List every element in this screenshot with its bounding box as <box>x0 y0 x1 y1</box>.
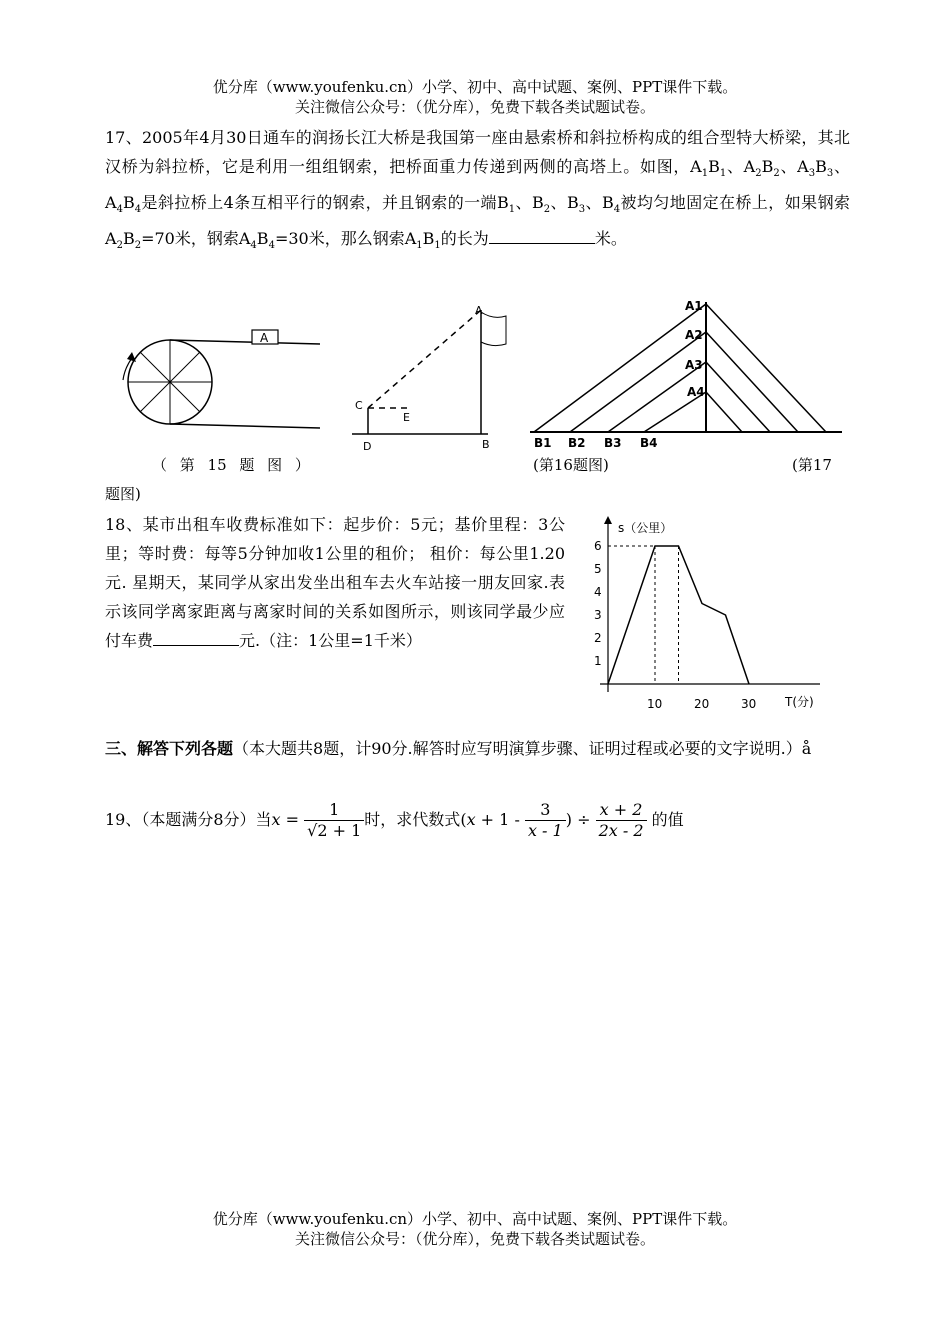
x-tick-label: 30 <box>741 697 757 711</box>
question-17: 17、2005年4月30日通车的润扬长江大桥是我国第一座由悬索桥和斜拉桥构成的组合型特大桥梁，其北汉桥为斜拉桥，它是利用一组组钢索，把桥面重力传递到两侧的高塔上。如图，$A_1B_1$、$A_2B_2$、$A_3B_3$、$A_4B_4$是斜拉桥上4条互相平行的钢索，并且钢索的一端$B_1$、$B_2$、$B_3$、$B_4$被均匀地固定在桥上，如果钢索$A_2B_2=70$米，钢索$A_4B_4=30$米，那么钢索$A_1B_1$的长为 米。 <box>105 128 850 252</box>
q19-mid: 时，求代数式 <box>364 810 461 829</box>
q17-answer-blank <box>489 225 595 244</box>
fig17-label-a2: A2 <box>685 328 703 342</box>
x-tick-label: 10 <box>647 697 663 711</box>
fig17-label-a1: A1 <box>685 299 703 313</box>
q17-text-2: 是斜拉桥上4条互相平行的钢索，并且钢索的一端 <box>141 193 497 213</box>
y-tick-label: 3 <box>594 608 602 622</box>
fig17-label-b1: B1 <box>534 436 552 450</box>
x-tick-label: 20 <box>694 697 710 711</box>
y-tick-label: 5 <box>594 562 602 576</box>
q17-text-6: 的长为 <box>440 229 489 249</box>
fig15-caption: （ 第 15 题 图 ） <box>152 456 310 474</box>
question-19: 19、（本题满分8分）当x = $\frac{1}{√2 + 1}$ 时，求代数式(x + 1 - $\frac{3}{x - 1}$ ) ÷ $\frac{x + 2}{2x - 2}$ 的值 <box>105 800 684 840</box>
fig16-label-a: A <box>475 304 483 317</box>
q17-text-4: =70米，钢索 <box>141 229 239 249</box>
q17-text-1: 17、2005年4月30日通车的润扬长江大桥是我国第一座由悬索桥和斜拉桥构成的组合型特大桥梁，其北汉桥为斜拉桥，它是利用一组组钢索，把桥面重力传递到两侧的高塔上。如图， <box>105 128 850 176</box>
section-3-title: 三、解答下列各题 <box>105 739 234 758</box>
q19-lead: 19、（本题满分8分）当 <box>105 810 272 829</box>
q19-x-fraction: $\frac{1}{√2 + 1}$ <box>304 800 364 841</box>
fig17-label-a3: A3 <box>685 358 703 372</box>
fig17-label-b4: B4 <box>640 436 658 450</box>
footer-line-1: 优分库（www.youfenku.cn）小学、初中、高中试题、案例、PPT课件下载。 <box>212 1210 738 1228</box>
fig17-label-a4: A4 <box>687 385 705 399</box>
q18-tail: 元.（注：1公里=1千米） <box>239 631 422 650</box>
fig15-label-a: A <box>260 331 269 345</box>
figure-16 <box>348 300 523 455</box>
q18-text: 18、某市出租车收费标准如下：起步价：5元；基价里程：3公里；等时费：每等5分钟加收1公里的租价； 租价：每公里1.20元. 星期天，某同学从家出发坐出租车去火车站接一朋友回家.表示该同学离家距离与离家时间的关系如图所示，则该同学最少应付车费 <box>105 515 565 650</box>
fig17-caption-part1: (第17 <box>792 456 832 474</box>
header-line-2: 关注微信公众号：（优分库），免费下载各类试题试卷。 <box>294 98 655 116</box>
y-axis-label: s（公里） <box>618 521 673 535</box>
y-tick-label: 2 <box>594 631 602 645</box>
q19-fraction-1: $\frac{3}{x - 1}$ <box>525 800 566 841</box>
y-axis-arrow <box>604 516 612 524</box>
section-3 <box>105 735 850 763</box>
figure-17 <box>530 292 845 452</box>
fig16-label-b: B <box>482 438 490 451</box>
q17-text-7: 米。 <box>594 229 627 249</box>
section-3-desc: （本大题共8题，计90分.解答时应写明演算步骤、证明过程或必要的文字说明.）å <box>233 739 812 758</box>
header-line-1: 优分库（www.youfenku.cn）小学、初中、高中试题、案例、PPT课件下载。 <box>212 78 738 96</box>
fig16-label-e: E <box>403 411 410 424</box>
y-tick-label: 1 <box>594 654 602 668</box>
fig17-label-b2: B2 <box>568 436 586 450</box>
question-18 <box>105 510 565 655</box>
footer-line-2: 关注微信公众号：（优分库），免费下载各类试题试卷。 <box>294 1230 655 1248</box>
y-tick-label: 4 <box>594 585 602 599</box>
fig16-label-d: D <box>363 440 372 453</box>
figure-15 <box>110 322 325 440</box>
fig16-label-c: C <box>355 399 363 412</box>
x-axis-label: T(分) <box>785 695 814 709</box>
q17-text-5: =30米，那么钢索 <box>274 229 405 249</box>
fig17-label-b3: B3 <box>604 436 622 450</box>
fig17-caption-part2: 题图) <box>105 485 141 503</box>
distance-time-chart <box>580 512 830 717</box>
q17-text-3: 被均匀地固定在桥上，如果钢索 <box>620 193 850 213</box>
fig16-caption: (第16题图) <box>533 456 609 474</box>
q19-fraction-2: $\frac{x + 2}{2x - 2}$ <box>596 800 647 841</box>
y-tick-label: 6 <box>594 539 602 553</box>
q18-answer-blank <box>153 627 239 646</box>
q19-tail: 的值 <box>651 810 684 829</box>
